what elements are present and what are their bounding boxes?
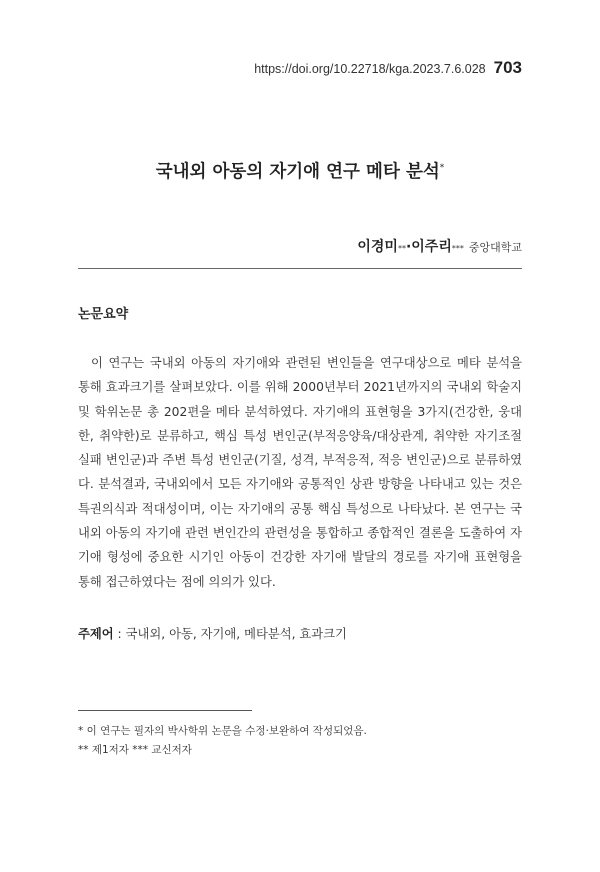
keywords-separator: :: [113, 627, 126, 641]
footnote-2: ** 제1저자 *** 교신저자: [78, 744, 192, 756]
abstract-heading: 논문요약: [78, 307, 129, 322]
keywords-line: [78, 624, 347, 642]
author-separator: ·: [405, 239, 412, 255]
footnote-1: * 이 연구는 필자의 박사학위 논문을 수정·보완하여 작성되었음.: [78, 725, 367, 737]
paper-title-text: 국내외 아동의 자기애 연구 메타 분석: [155, 162, 440, 182]
keywords-text: 국내외, 아동, 자기애, 메타분석, 효과크기: [125, 627, 347, 641]
title-footnote-mark: *: [439, 163, 445, 174]
running-header: [254, 58, 522, 78]
author-2: 이주리: [411, 239, 452, 255]
author-2-mark: ***: [451, 244, 464, 253]
author-line: [357, 236, 522, 256]
header-divider: [78, 268, 522, 269]
page-number: 703: [493, 58, 522, 77]
author-1-mark: **: [397, 244, 406, 253]
paper-title: [0, 158, 600, 183]
abstract-body: 이 연구는 국내외 아동의 자기애와 관련된 변인들을 연구대상으로 메타 분석을 통해 효과크기를 살펴보았다. 이를 위해 2000년부터 2021년까지의 국내외 학술지 및 학위논문 총 202편을 메타 분석하였다. 자기애의 표현형을 3가지(건강한, 웅대한, 취약한)로 분류하고, 핵심 특성 변인군(부적응양육/대상관계, 취약한 자기조절 실패 변인군)과 주변 특성 변인군(기질, 성격, 부적응적, 적응 변인군)으로 분류하였다. 분석결과, 국내외에서 모든 자기애와 공통적인 상관 방향을 나타내고 있는 것은 특권의식과 적대성이며, 이는 자기애의 공통 핵심 특성으로 나타났다. 본 연구는 국내외 아동의 자기애 관련 변인간의 관련성을 통합하고 종합적인 결론을 도출하여 자기애 형성에 중요한 시기인 아동이 건강한 자기애 발달의 경로를 자기애 표현형을 통해 접근하였다는 점에 의의가 있다.: [78, 356, 522, 589]
affiliation: 중앙대학교: [468, 241, 522, 254]
doi-link[interactable]: https://doi.org/10.22718/kga.2023.7.6.028: [254, 62, 486, 76]
keywords-label: 주제어: [78, 627, 114, 641]
author-1: 이경미: [357, 239, 398, 255]
footnote-divider: [78, 710, 252, 711]
